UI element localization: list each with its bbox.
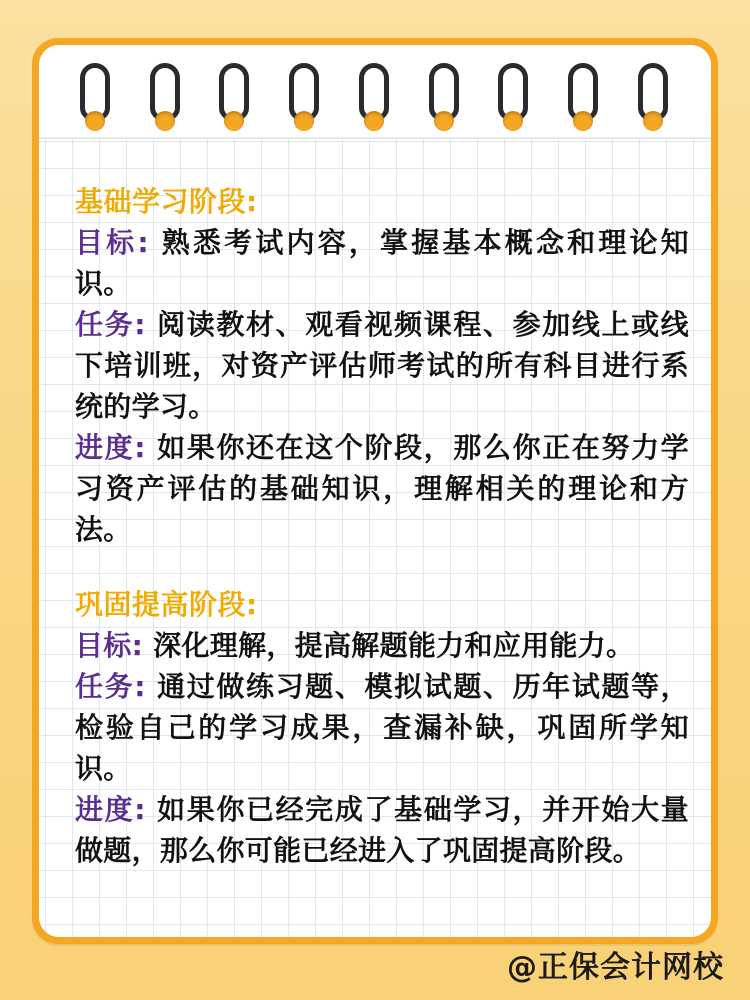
item-label: 进度: <box>75 793 146 826</box>
watermark: @正保会计网校 <box>507 950 724 985</box>
section-item <box>75 222 689 304</box>
section-item <box>75 789 689 871</box>
item-text: 如果你已经完成了基础学习，并开始大量做题，那么你可能已经进入了巩固提高阶段。 <box>75 793 689 867</box>
section-heading: 巩固提高阶段: <box>75 588 258 621</box>
item-label: 任务: <box>75 308 146 341</box>
notepad-inner <box>39 45 711 937</box>
section-item <box>75 427 689 550</box>
item-text: 深化理解，提高解题能力和应用能力。 <box>153 629 635 662</box>
item-label: 进度: <box>75 431 146 464</box>
item-text: 通过做练习题、模拟试题、历年试题等，检验自己的学习成果，查漏补缺，巩固所学知识。 <box>75 670 689 785</box>
item-text: 阅读教材、观看视频课程、参加线上或线下培训班，对资产评估师考试的所有科目进行系统的学习。 <box>75 308 689 423</box>
item-label: 目标: <box>75 629 144 662</box>
section-heading: 基础学习阶段: <box>75 185 258 218</box>
section-basic-study <box>75 181 689 550</box>
item-label: 目标: <box>75 226 149 259</box>
section-item <box>75 625 689 666</box>
note-content <box>75 181 689 927</box>
grid-paper-sheet <box>39 137 711 937</box>
item-label: 任务: <box>75 670 146 703</box>
section-item <box>75 304 689 427</box>
section-consolidation <box>75 584 689 871</box>
item-text: 如果你还在这个阶段，那么你正在努力学习资产评估的基础知识，理解相关的理论和方法。 <box>75 431 689 546</box>
section-item <box>75 666 689 789</box>
binder-strip <box>39 45 711 139</box>
notepad-frame <box>32 38 718 944</box>
item-text: 熟悉考试内容，掌握基本概念和理论知识。 <box>75 226 689 300</box>
